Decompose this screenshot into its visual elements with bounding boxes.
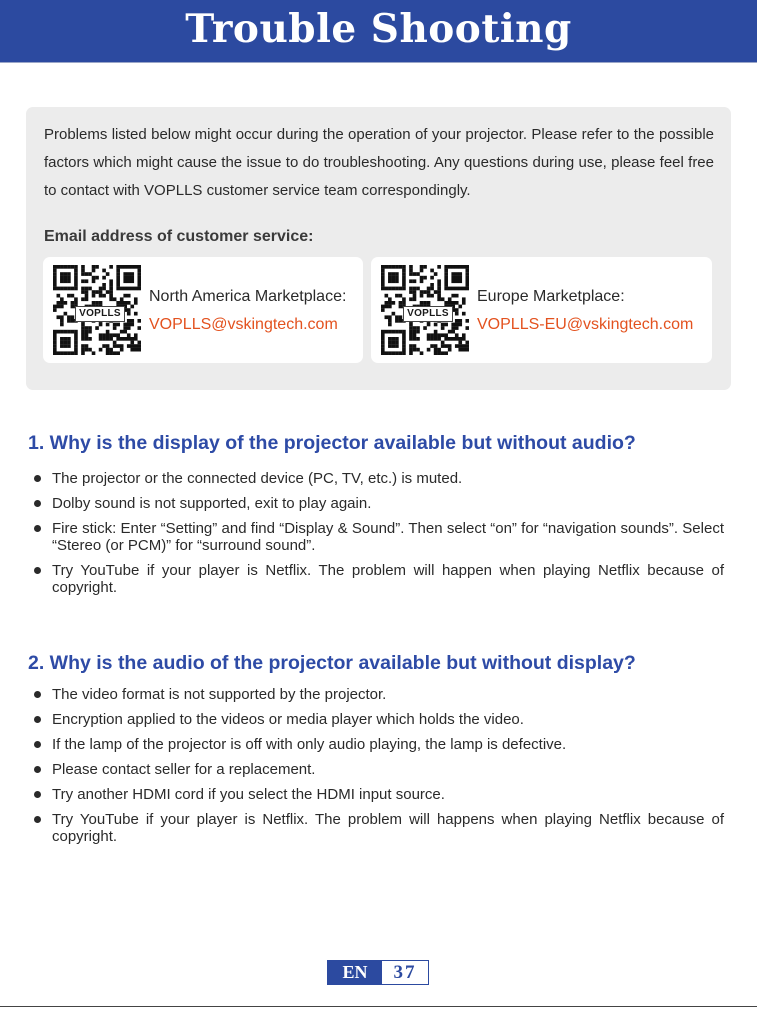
bullet-dot-icon (34, 741, 41, 748)
email-heading: Email address of customer service: (44, 228, 314, 245)
section-heading-no-audio: 1. Why is the display of the projector available but without audio? (28, 432, 636, 454)
info-panel (26, 107, 731, 390)
page-title: Trouble Shooting (185, 6, 572, 52)
marketplace-label: North America Marketplace: (149, 288, 347, 305)
list-item: Fire stick: Enter “Setting” and find “Display & Sound”. Then select “on” for “navigation sounds”. Select “Stereo (or PCM)” for “surround sound”. (34, 520, 724, 554)
section-heading-no-display: 2. Why is the audio of the projector available but without display? (28, 652, 636, 674)
list-item: Encryption applied to the videos or media player which holds the video. (34, 711, 724, 728)
qr-code-icon (381, 265, 469, 355)
bullet-dot-icon (34, 816, 41, 823)
list-item: The video format is not supported by the projector. (34, 686, 724, 703)
list-item: Try YouTube if your player is Netflix. The problem will happens when playing Netflix because of copyright. (34, 811, 724, 845)
contact-card-north-america (43, 257, 363, 363)
support-email-link[interactable]: VOPLLS-EU@vskingtech.com (477, 316, 694, 333)
marketplace-label: Europe Marketplace: (477, 288, 625, 305)
header-divider (0, 62, 757, 63)
list-item: Please contact seller for a replacement. (34, 761, 724, 778)
bullet-list-no-audio (34, 470, 724, 604)
bullet-dot-icon (34, 475, 41, 482)
list-item: Try another HDMI cord if you select the HDMI input source. (34, 786, 724, 803)
bullet-dot-icon (34, 691, 41, 698)
bullet-dot-icon (34, 766, 41, 773)
page-number: 37 (393, 962, 417, 983)
bullet-dot-icon (34, 525, 41, 532)
intro-text: Problems listed below might occur during the operation of your projector. Please refer to the possible factors which might cause the issue to do troubleshooting. Any questions during use, please feel free to contact with VOPLLS customer service team correspondingly. (44, 126, 714, 199)
language-code: EN (328, 961, 382, 984)
bullet-dot-icon (34, 716, 41, 723)
list-item: The projector or the connected device (PC, TV, etc.) is muted. (34, 470, 724, 487)
qr-code-icon (53, 265, 141, 355)
footer-divider (0, 1006, 757, 1007)
bullet-dot-icon (34, 791, 41, 798)
qr-brand-label: VOPLLS (75, 306, 125, 322)
list-item: If the lamp of the projector is off with only audio playing, the lamp is defective. (34, 736, 724, 753)
bullet-list-no-display (34, 686, 724, 853)
contact-card-europe (371, 257, 712, 363)
bullet-dot-icon (34, 567, 41, 574)
list-item: Dolby sound is not supported, exit to play again. (34, 495, 724, 512)
qr-brand-label: VOPLLS (403, 306, 453, 322)
list-item: Try YouTube if your player is Netflix. The problem will happen when playing Netflix because of copyright. (34, 562, 724, 596)
page-number-badge (327, 960, 429, 985)
support-email-link[interactable]: VOPLLS@vskingtech.com (149, 316, 338, 333)
bullet-dot-icon (34, 500, 41, 507)
